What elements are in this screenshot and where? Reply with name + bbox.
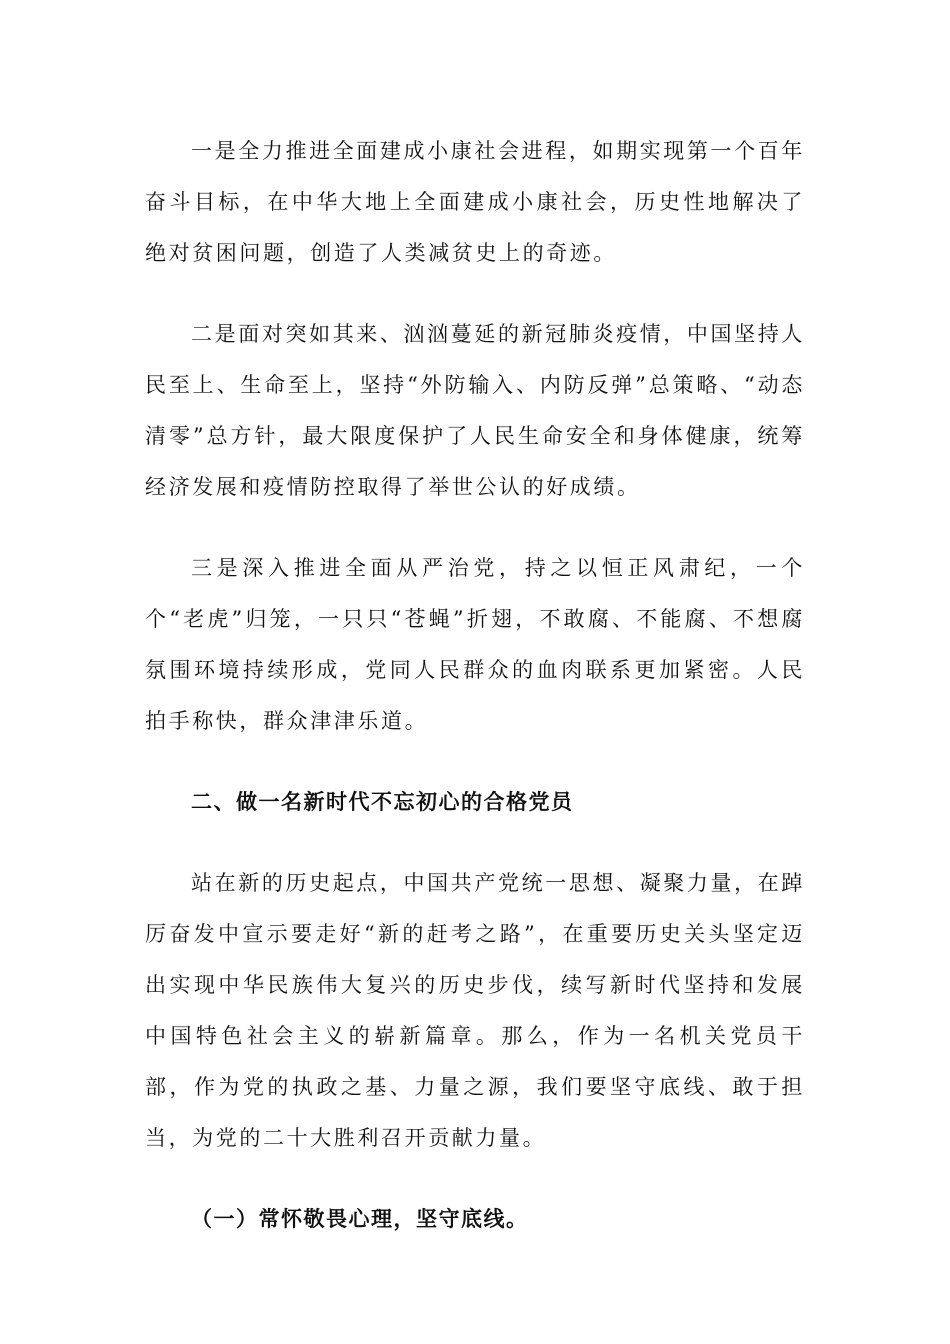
subsection-heading: （一）常怀敬畏心理，坚守底线。	[191, 1207, 529, 1231]
paragraph-epidemic-control: 二是面对突如其来、汹汹蔓延的新冠肺炎疫情，中国坚持人民至上、生命至上，坚持“外防输入、内防反弹”总策略、“动态清零”总方针，最大限度保护了人民生命安全和身体健康，统筹经济发展和疫情防控取得了举世公认的好成绩。	[145, 322, 805, 499]
section-heading: 二、做一名新时代不忘初心的合格党员	[191, 790, 574, 814]
section-paragraph: 站在新的历史起点，中国共产党统一思想、凝聚力量，在踔厉奋发中宣示要走好“新的赶考之路”，在重要历史关头坚定迈出实现中华民族伟大复兴的历史步伐，续写新时代坚持和发展中国特色社会主义的崭新篇章。那么，作为一名机关党员干部，作为党的执政之基、力量之源，我们要坚守底线、敢于担当，为党的二十大胜利召开贡献力量。	[145, 871, 805, 1150]
paragraph-party-governance: 三是深入推进全面从严治党，持之以恒正风肃纪，一个个“老虎”归笼，一只只“苍蝇”折翅，不敢腐、不能腐、不想腐氛围环境持续形成，党同人民群众的血肉联系更加紧密。人民拍手称快，群众津津乐道。	[145, 556, 805, 733]
paragraph-poverty-alleviation: 一是全力推进全面建成小康社会进程，如期实现第一个百年奋斗目标，在中华大地上全面建成小康社会，历史性地解决了绝对贫困问题，创造了人类减贫史上的奇迹。	[145, 139, 805, 265]
document-body	[145, 126, 805, 1275]
